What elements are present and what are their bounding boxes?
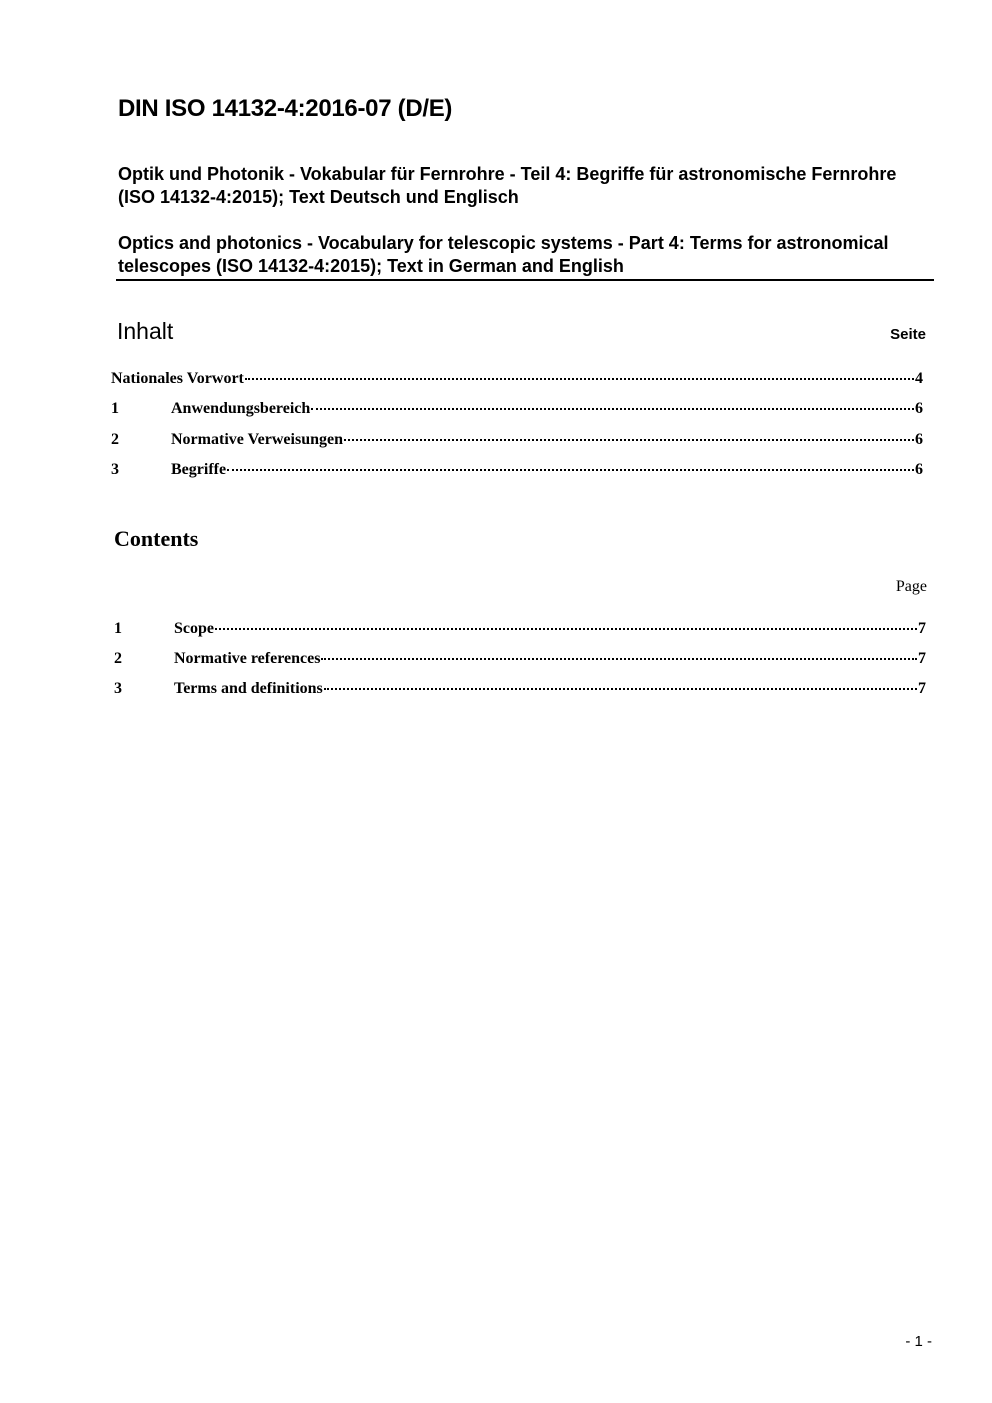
toc-entry-label: Normative Verweisungen [171,431,343,448]
toc-entry-label: Normative references [174,650,321,667]
dot-leader [321,658,917,660]
toc-entry-page: 6 [915,431,923,448]
toc-entry-label: Begriffe [171,461,227,478]
toc-entry[interactable] [111,431,923,451]
toc-entry-page: 7 [918,680,926,697]
dot-leader [311,408,914,410]
toc-entry[interactable] [111,370,923,390]
toc-entry[interactable] [114,620,926,640]
toc-entry[interactable] [111,400,923,420]
toc-entry-label: Nationales Vorwort [111,370,244,387]
toc-entry[interactable] [114,650,926,670]
toc-entry-label: Scope [174,620,214,637]
toc-entry-number: 1 [114,620,122,637]
toc-entry-page: 7 [918,650,926,667]
dot-leader [227,469,914,471]
toc-entry-page: 6 [915,461,923,478]
toc-entry-number: 3 [111,461,119,478]
page-number: - 1 - [905,1333,932,1350]
dot-leader [344,439,914,441]
subtitle-english: Optics and photonics - Vocabulary for telescopic systems - Part 4: Terms for astronomical telescopes (ISO 14132-4:2015); Text in German and English [118,233,889,276]
toc-entry[interactable] [111,461,923,481]
toc-entry-number: 3 [114,680,122,697]
toc-heading-german: Inhalt [117,318,174,344]
toc-heading-english: Contents [114,526,199,551]
toc-entry-label: Terms and definitions [174,680,323,697]
toc-entry-page: 4 [915,370,923,387]
page-column-label-english: Page [895,578,927,595]
dot-leader [215,628,917,630]
toc-entry-page: 7 [918,620,926,637]
dot-leader [245,378,914,380]
toc-entry-number: 1 [111,400,119,417]
toc-entry-label: Anwendungsbereich [171,400,311,417]
toc-entry-page: 6 [915,400,923,417]
dot-leader [324,688,917,690]
toc-entry-number: 2 [114,650,122,667]
document-title: DIN ISO 14132-4:2016-07 (D/E) [118,95,453,122]
toc-entry[interactable] [114,680,926,700]
subtitle-german: Optik und Photonik - Vokabular für Fernrohre - Teil 4: Begriffe für astronomische Fernrohre (ISO 14132-4:2015); Text Deutsch und Englisch [118,164,897,207]
title-divider [116,279,934,281]
toc-entry-number: 2 [111,431,119,448]
page-column-label-german: Seite [890,326,926,343]
